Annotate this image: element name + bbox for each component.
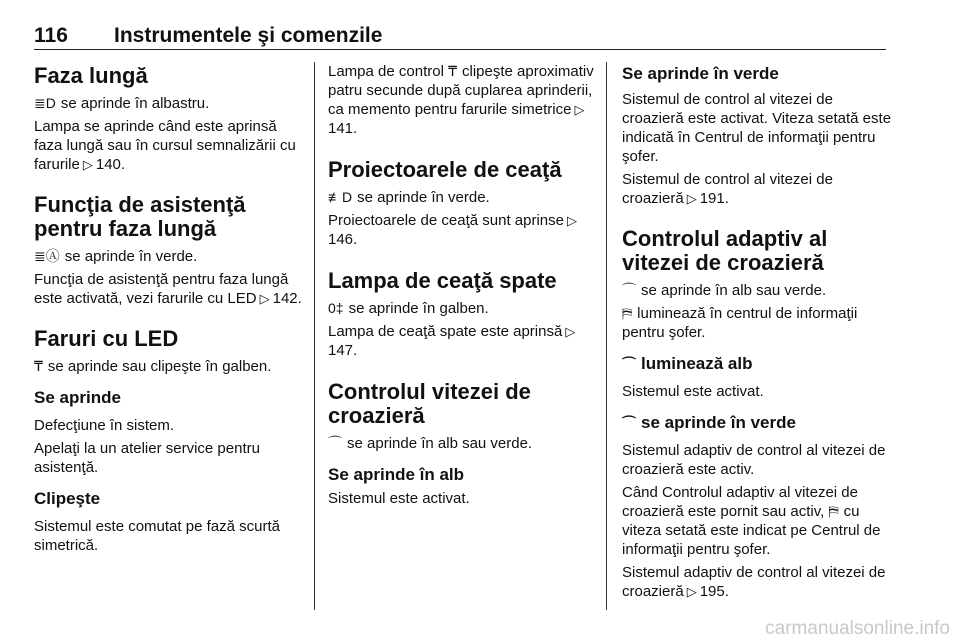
page-ref[interactable]: 140. [95,156,126,173]
text-adapt-icon: se aprinde în alb sau verde. [641,282,827,299]
subheading-lumineaza-alb [622,354,892,374]
subheading-se-aprinde-alb: Se aprinde în alb [328,465,465,484]
paragraph-ceata-icon [328,188,596,207]
page-header [34,22,886,50]
column-1 [34,62,304,555]
column-divider-2 [606,62,607,610]
text-faza-icon: se aprinde în albastru. [60,95,210,112]
page-ref[interactable]: 147. [328,342,358,359]
cruise-control-icon: ⌒ [622,356,636,372]
paragraph-ceata-1 [328,211,596,249]
paragraph-alb: Sistemul este activat. [328,490,470,507]
text-spate-icon: se aprinde în galben. [348,300,489,317]
paragraph-aprinde-1: Defecţiune în sistem. [34,417,175,434]
cruise-control-icon: ⌒ [328,435,342,451]
text-adapt-info: luminează în centrul de informaţii pentru şofer. [622,305,858,341]
heading-ceata-spate: Lampa de ceaţă spate [328,268,557,293]
text-control-b: clipeşte aproximativ patru secunde după cuplarea aprinderii, ca memento pentru farurile simetrice [328,63,594,118]
text-lum-alb: luminează alb [641,354,753,373]
paragraph-sa-verde-1: Sistemul adaptiv de control al vitezei de croazieră este activ. [622,442,886,478]
high-beam-assist-icon: ≣Ⓐ [34,248,60,264]
subheading-se-aprinde-verde-2 [622,413,892,433]
xref-arrow-icon: ▷ [565,324,576,339]
text-sa-verde-3: Sistemul adaptiv de control al vitezei de croazieră [622,564,886,600]
text-croaz-icon: se aprinde în alb sau verde. [347,435,533,452]
paragraph-spate-1 [328,322,596,360]
paragraph-asist-icon [34,247,304,266]
text-asist-1: Funcţia de asistenţă pentru faza lungă este activată, vezi farurile cu LED [34,271,289,307]
text-sa-verde-2b: cu viteza setată este indicat pe Centrul de informaţii pentru şofer. [622,503,881,558]
xref-arrow-icon: ▷ [686,584,697,599]
fog-light-icon: ≢D [328,189,353,205]
paragraph-faza-icon [34,94,304,113]
heading-proiectoare-ceata: Proiectoarele de ceaţă [328,157,562,182]
xref-arrow-icon: ▷ [574,102,585,117]
text-verde-2: Sistemul de control al vitezei de croazieră [622,171,833,207]
page-ref[interactable]: 141. [328,120,358,137]
paragraph-aprinde-2: Apelaţi la un atelier service pentru asistenţă. [34,440,260,476]
paragraph-adapt-info [622,304,892,342]
cruise-control-icon: ⌒ [622,282,636,298]
heading-control-croaziera: Controlul vitezei de croazieră [328,379,531,428]
text-ceata-icon: se aprinde în verde. [357,189,490,206]
paragraph-verde-1: Sistemul de control al vitezei de croazieră este activat. Viteza setată este indicată în Centrul de informaţii pentru şofer. [622,91,892,165]
paragraph-clipeste: Sistemul este comutat pe fază scurtă simetrică. [34,518,280,554]
running-title: Instrumentele şi comenzile [114,24,383,47]
paragraph-sa-verde-2 [622,483,892,559]
heading-control-adaptiv: Controlul adaptiv al vitezei de croazieră [622,226,828,275]
cruise-control-icon: ⌒ [622,415,636,431]
column-2 [328,62,596,508]
xref-arrow-icon: ▷ [82,157,93,172]
page-ref[interactable]: 195. [699,583,729,600]
paragraph-adapt-icon [622,281,892,300]
text-spate-1: Lampa de ceaţă spate este aprinsă [328,323,563,340]
paragraph-led-icon [34,357,304,376]
subheading-clipeste: Clipeşte [34,489,101,508]
paragraph-verde-2 [622,170,892,208]
page-ref[interactable]: 142. [272,290,302,307]
xref-arrow-icon: ▷ [259,291,270,306]
paragraph-croaz-icon [328,434,596,453]
paragraph-spate-icon [328,299,596,318]
text-led-icon: se aprinde sau clipeşte în galben. [47,358,272,375]
text-control-a: Lampa de control [328,63,444,80]
paragraph-control [328,62,596,138]
xref-arrow-icon: ▷ [686,191,697,206]
paragraph-lum-alb: Sistemul este activat. [622,383,764,400]
text-asist-icon: se aprinde în verde. [64,248,198,265]
high-beam-icon: ≣D [34,95,56,111]
column-divider-1 [314,62,315,610]
text-faza-1: Lampa se aprinde când este aprinsă faza lungă sau în cursul semnalizării cu farurile [34,118,296,173]
paragraph-sa-verde-3 [622,563,892,601]
page-ref[interactable]: 191. [699,190,729,207]
text-sa-verde-2a: Când Controlul adaptiv al vitezei de croazieră este pornit sau activ, [622,484,858,520]
subheading-se-aprinde: Se aprinde [34,388,121,407]
text-ceata-1: Proiectoarele de ceaţă sunt aprinse [328,212,564,229]
watermark: carmanualsonline.info [765,618,950,639]
text-sa-verde: se aprinde în verde [641,413,796,432]
heading-faza-lunga: Faza lungă [34,63,148,88]
xref-arrow-icon: ▷ [566,213,577,228]
subheading-se-aprinde-verde: Se aprinde în verde [622,64,779,83]
heading-asistenta: Funcţia de asistenţă pentru faza lungă [34,192,246,241]
cruise-info-icon: ⛿ [828,503,839,519]
heading-faruri-led: Faruri cu LED [34,326,179,351]
page-ref[interactable]: 146. [328,231,358,248]
column-3 [622,62,892,601]
paragraph-faza-1 [34,117,304,174]
page-number: 116 [34,24,68,47]
rear-fog-light-icon: 0‡ [328,300,344,316]
led-headlight-icon: ₸ [448,63,457,79]
led-headlight-icon: ₸ [34,358,43,374]
cruise-info-icon: ⛿ [622,305,633,321]
paragraph-asist-1 [34,270,304,308]
